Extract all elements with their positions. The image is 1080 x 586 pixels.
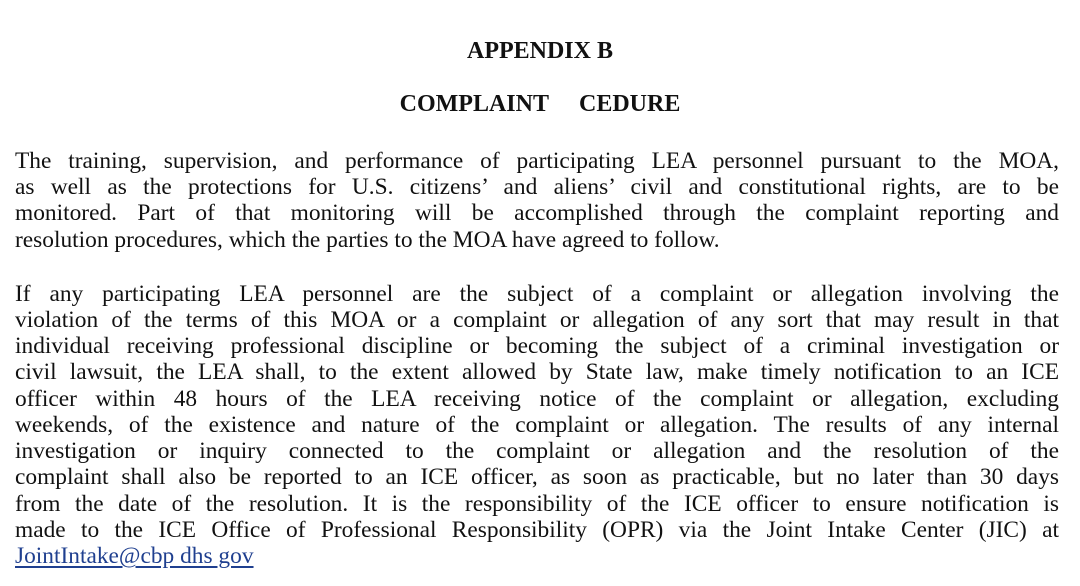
paragraph-2-line: complaint shall also be reported to an ICE officer, as soon as practicable, but no later than 30 days — [15, 464, 1059, 490]
paragraph-2-line: civil lawsuit, the LEA shall, to the extent allowed by State law, make timely notification to an ICE — [15, 359, 1059, 385]
paragraph-2-line: If any participating LEA personnel are the subject of a complaint or allegation involving the — [15, 281, 1059, 307]
paragraph-2-line: weekends, of the existence and nature of the complaint or allegation. The results of any internal — [15, 412, 1059, 438]
section-heading-left: COMPLAINT — [399, 91, 549, 117]
paragraph-2-line: officer within 48 hours of the LEA receiving notice of the complaint or allegation, excluding — [15, 386, 1059, 412]
email-line — [15, 543, 1059, 569]
paragraph-2-line: investigation or inquiry connected to the complaint or allegation and the resolution of the — [15, 438, 1059, 464]
paragraph-2-line: violation of the terms of this MOA or a complaint or allegation of any sort that may result in that — [15, 307, 1059, 333]
paragraph-2-line: individual receiving professional discipline or becoming the subject of a criminal investigation or — [15, 333, 1059, 359]
paragraph-1-line: monitored. Part of that monitoring will be accomplished through the complaint reporting and — [15, 200, 1059, 226]
paragraph-1-line: The training, supervision, and performance of participating LEA personnel pursuant to the MOA, — [15, 148, 1059, 174]
appendix-title: APPENDIX B — [466, 38, 613, 64]
paragraph-2-line: from the date of the resolution. It is the responsibility of the ICE officer to ensure notification is — [15, 491, 1059, 517]
section-heading-right: CEDURE — [579, 91, 681, 117]
paragraph-1-line: as well as the protections for U.S. citizens’ and aliens’ civil and constitutional rights, are to be — [15, 174, 1059, 200]
section-heading — [0, 91, 1080, 118]
paragraph-1-line: resolution procedures, which the parties to the MOA have agreed to follow. — [15, 227, 720, 253]
email-link[interactable]: JointIntake@cbp dhs gov — [15, 543, 254, 569]
paragraph-2-line: made to the ICE Office of Professional Responsibility (OPR) via the Joint Intake Center (JIC) at — [15, 517, 1059, 543]
